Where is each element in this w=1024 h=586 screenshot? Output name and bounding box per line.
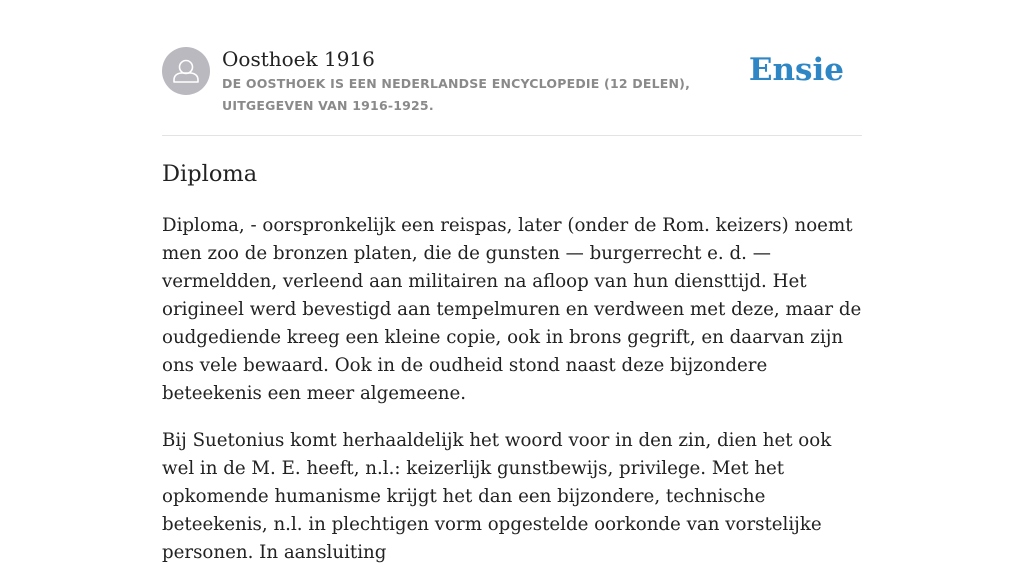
source-description: DE OOSTHOEK IS EEN NEDERLANDSE ENCYCLOPEDIE (12 DELEN), UITGEGEVEN VAN 1916-1925. <box>222 76 691 113</box>
article <box>162 156 862 586</box>
source-avatar[interactable] <box>162 47 210 95</box>
header-divider <box>162 135 862 136</box>
article-paragraph: Bij Suetonius komt herhaaldelijk het woord voor in den zin, dien het ook wel in de M. E. heeft, n.l.: keizerlijk gunstbewijs, privilege. Met het opkomende humanisme krijgt het dan een bijzondere, technische beteekenis, n.l. in plechtigen vorm opgestelde oorkonde van vorstelijke personen. In aansluiting <box>162 430 832 563</box>
user-silhouette-icon <box>162 47 210 95</box>
article-title: Diploma <box>162 161 258 187</box>
brand-logo[interactable]: Ensie <box>748 52 844 88</box>
source-name[interactable]: Oosthoek 1916 <box>222 47 375 71</box>
article-paragraph: Diploma, - oorspronkelijk een reispas, later (onder de Rom. keizers) noemt men zoo de bronzen platen, die de gunsten — burgerrecht e. d. — vermeldden, verleend aan militairen na afloop van hun diensttijd. Het origineel werd bevestigd aan tempelmuren en verdween met deze, maar de oudgediende kreeg een kleine copie, ook in brons gegrift, en daarvan zijn ons vele bewaard. Ook in de oudheid stond naast deze bijzondere beteekenis een meer algemeene. <box>162 215 862 404</box>
source-header <box>162 44 862 136</box>
article-body <box>162 212 862 567</box>
